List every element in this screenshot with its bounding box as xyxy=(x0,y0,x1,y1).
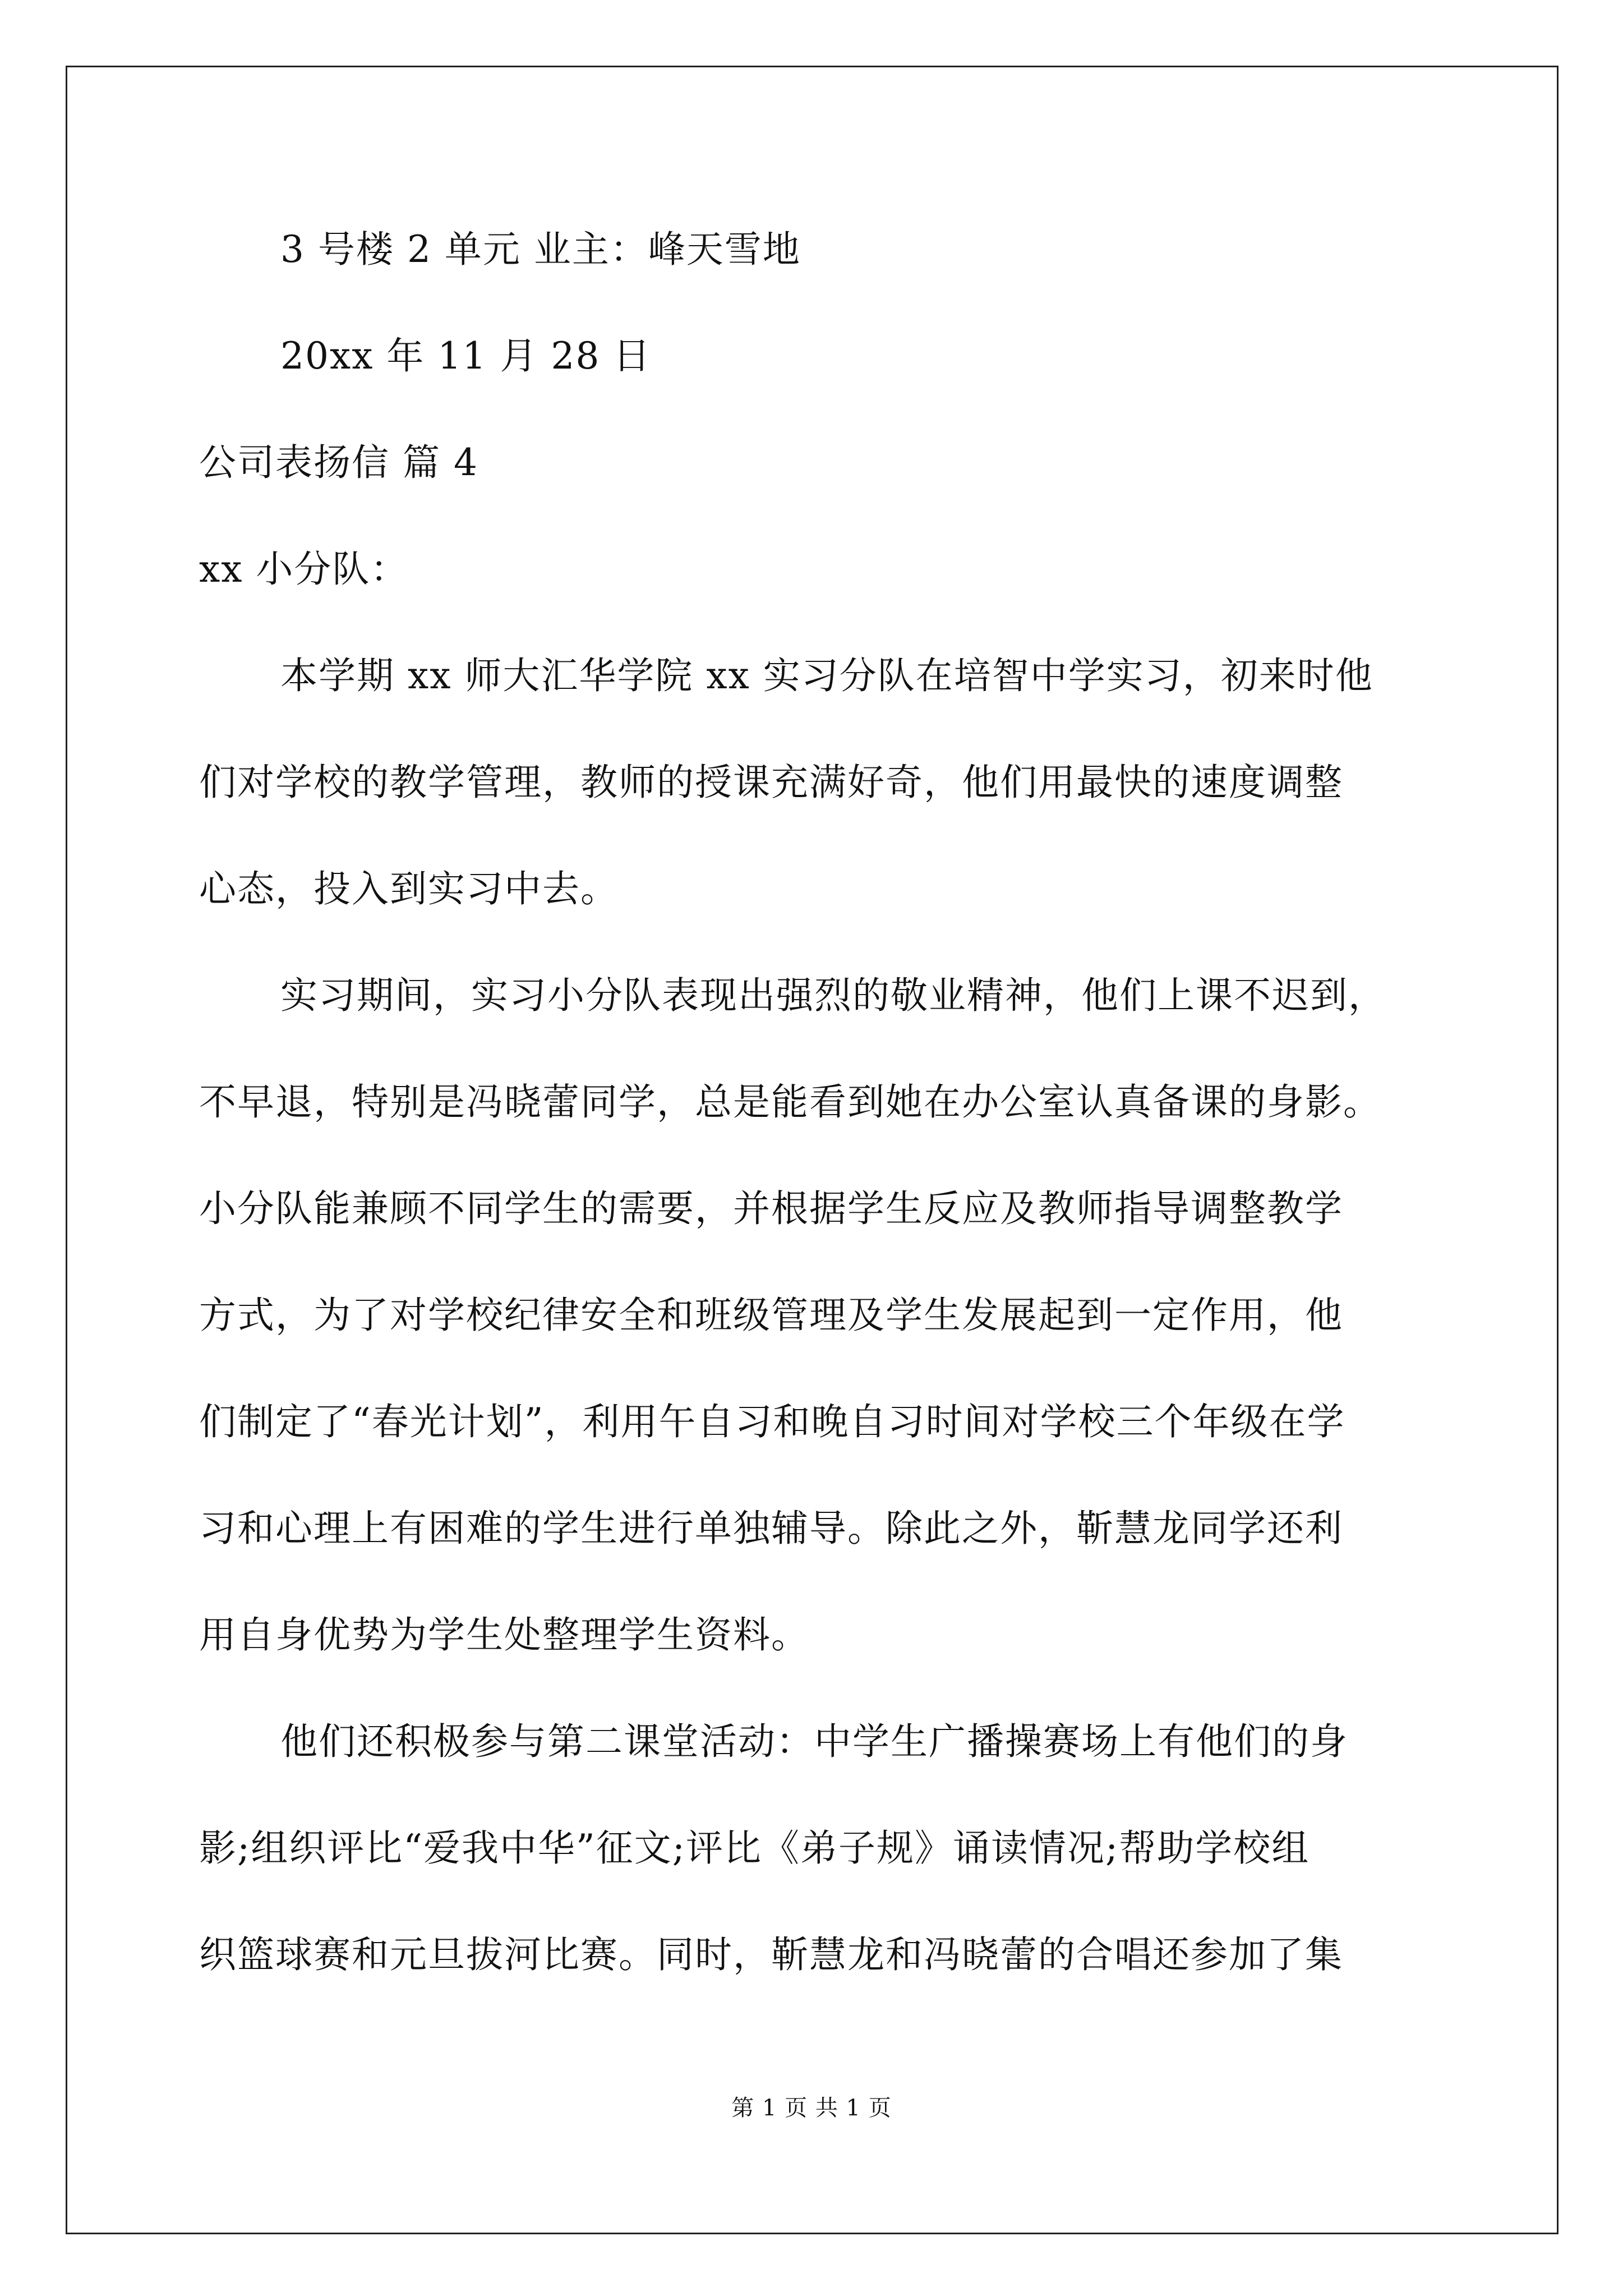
page-footer: 第 1 页 共 1 页 xyxy=(731,2095,892,2121)
paragraph-1-line-2: 们对学校的教学管理，教师的授课充满好奇，他们用最快的速度调整 xyxy=(199,761,1343,804)
section-heading: 公司表扬信 篇 4 xyxy=(199,441,478,484)
paragraph-3-line-1: 他们还积极参与第二课堂活动：中学生广播操赛场上有他们的身 xyxy=(280,1720,1348,1763)
paragraph-2-line-7: 用自身优势为学生处整理学生资料。 xyxy=(199,1613,809,1657)
address-line: 3 号楼 2 单元 业主：峰天雪地 xyxy=(280,228,801,271)
paragraph-1-line-3: 心态，投入到实习中去。 xyxy=(199,867,619,910)
paragraph-2-line-4: 方式，为了对学校纪律安全和班级管理及学生发展起到一定作用，他 xyxy=(199,1294,1343,1337)
paragraph-2-line-2: 不早退，特别是冯晓蕾同学，总是能看到她在办公室认真备课的身影。 xyxy=(199,1080,1381,1124)
paragraph-1-line-1: 本学期 xx 师大汇华学院 xx 实习分队在培智中学实习，初来时他 xyxy=(280,654,1373,697)
salutation: xx 小分队： xyxy=(199,547,409,591)
paragraph-3-line-2: 影;组织评比“爱我中华”征文;评比《弟子规》诵读情况;帮助学校组 xyxy=(199,1826,1310,1870)
paragraph-2-line-1: 实习期间，实习小分队表现出强烈的敬业精神，他们上课不迟到， xyxy=(280,974,1386,1017)
paragraph-3-line-3: 织篮球赛和元旦拔河比赛。同时，靳慧龙和冯晓蕾的合唱还参加了集 xyxy=(199,1933,1343,1976)
paragraph-2-line-6: 习和心理上有困难的学生进行单独辅导。除此之外，靳慧龙同学还利 xyxy=(199,1507,1343,1550)
paragraph-2-line-3: 小分队能兼顾不同学生的需要，并根据学生反应及教师指导调整教学 xyxy=(199,1187,1343,1230)
date-line: 20xx 年 11 月 28 日 xyxy=(280,334,652,378)
page-border xyxy=(66,66,1559,2234)
paragraph-2-line-5: 们制定了“春光计划”，利用午自习和晚自习时间对学校三个年级在学 xyxy=(199,1400,1345,1443)
